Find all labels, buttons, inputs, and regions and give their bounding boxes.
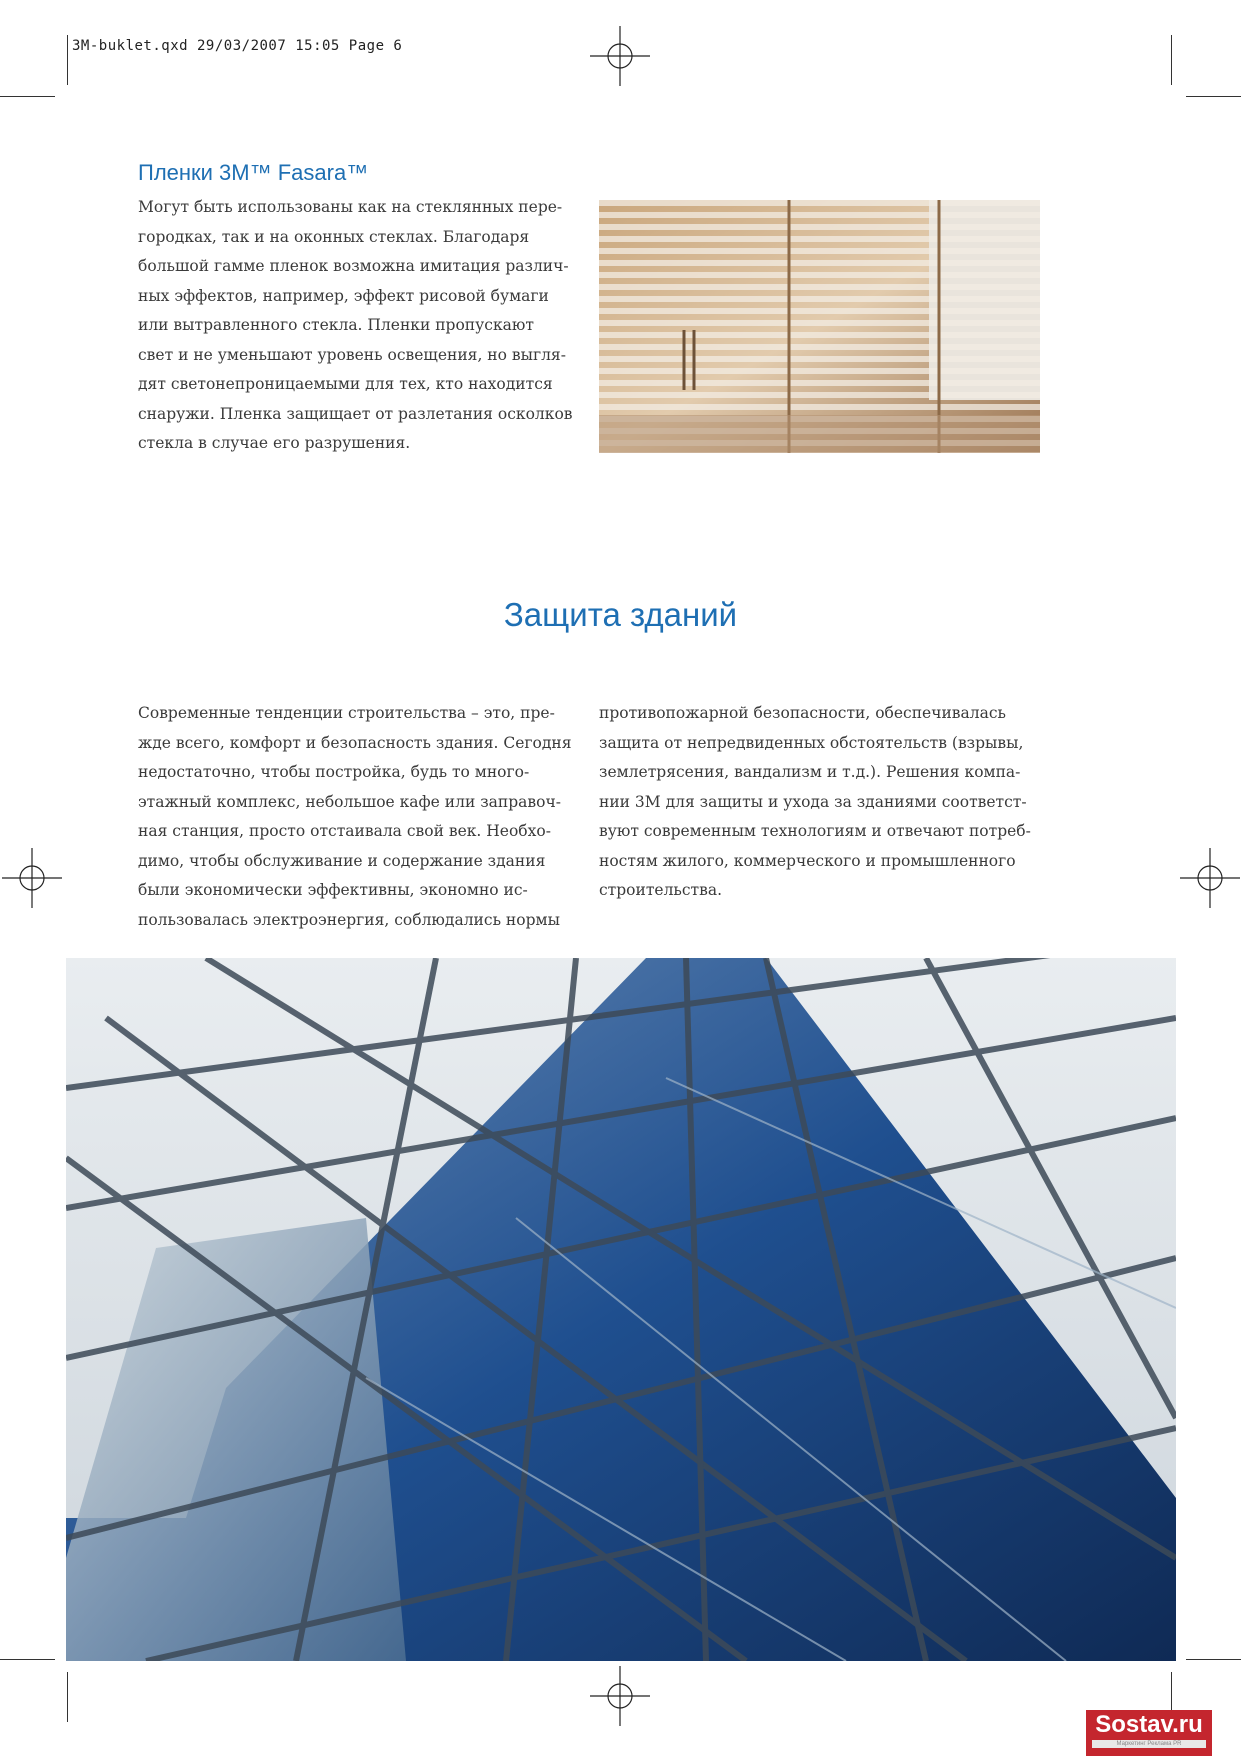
building-text-column-2	[599, 699, 1049, 906]
text-line: вуют современным технологиям и отвечают потреб-	[599, 822, 1031, 840]
crop-mark	[0, 1659, 55, 1660]
text-line: димо, чтобы обслуживание и содержание здания	[138, 851, 546, 870]
text-line: нии 3М для защиты и ухода за зданиями соответст-	[599, 792, 1027, 811]
text-line: ностям жилого, коммерческого и промышленного	[599, 851, 1016, 870]
text-line: свет и не уменьшают уровень освещения, но выгля-	[138, 345, 566, 364]
text-line: дят светонепроницаемыми для тех, кто находится	[138, 375, 553, 393]
building-text-column-1	[138, 699, 588, 935]
text-line: жде всего, комфорт и безопасность здания. Сегодня	[138, 733, 572, 752]
text-line: ная станция, просто отстаивала свой век. Необхо-	[138, 822, 551, 840]
section-heading-fasara: Пленки 3M™ Fasara™	[138, 160, 369, 185]
registration-mark-bottom	[590, 1666, 650, 1726]
fasara-description	[138, 193, 578, 459]
crop-mark	[0, 96, 55, 97]
text-line: ных эффектов, например, эффект рисовой бумаги	[138, 286, 549, 305]
crop-mark	[1186, 96, 1241, 97]
crop-mark	[67, 1672, 68, 1722]
print-slug: 3M-buklet.qxd 29/03/2007 15:05 Page 6	[72, 38, 403, 54]
text-line: недостаточно, чтобы постройка, будь то много-	[138, 763, 530, 781]
watermark-tagline: Маркетинг Реклама PR	[1092, 1740, 1206, 1748]
watermark-brand: Sostav.ru	[1095, 1711, 1203, 1738]
crop-mark	[1171, 35, 1172, 85]
registration-mark-left	[2, 848, 62, 908]
text-line: были экономически эффективны, экономно ис-	[138, 881, 528, 899]
sostav-watermark	[1086, 1710, 1212, 1756]
text-line: строительства.	[599, 881, 723, 899]
text-line: защита от непредвиденных обстоятельств (взрывы,	[599, 733, 1024, 752]
office-partition-photo	[599, 200, 1040, 453]
text-line: или вытравленного стекла. Пленки пропускают	[138, 316, 534, 334]
crop-mark	[1186, 1659, 1241, 1660]
text-line: землетрясения, вандализм и т.д.). Решения компа-	[599, 763, 1021, 781]
text-line: Могут быть использованы как на стеклянных пере-	[138, 198, 563, 216]
section-heading-building-protection: Защита зданий	[503, 596, 738, 633]
text-line: противопожарной безопасности, обеспечивалась	[599, 704, 1006, 722]
text-line: пользовалась электроэнергия, соблюдались нормы	[138, 910, 560, 929]
text-line: этажный комплекс, небольшое кафе или заправоч-	[138, 792, 561, 811]
text-line: снаружи. Пленка защищает от разлетания осколков	[138, 404, 573, 423]
text-line: большой гамме пленок возможна имитация различ-	[138, 257, 569, 275]
text-line: стекла в случае его разрушения.	[138, 434, 411, 452]
text-line: Современные тенденции строительства – это, пре-	[138, 704, 555, 722]
glass-building-photo	[66, 958, 1176, 1661]
text-line: городках, так и на оконных стеклах. Благодаря	[138, 227, 530, 246]
registration-mark-right	[1180, 848, 1240, 908]
crop-mark	[67, 35, 68, 85]
registration-mark-top	[590, 26, 650, 86]
